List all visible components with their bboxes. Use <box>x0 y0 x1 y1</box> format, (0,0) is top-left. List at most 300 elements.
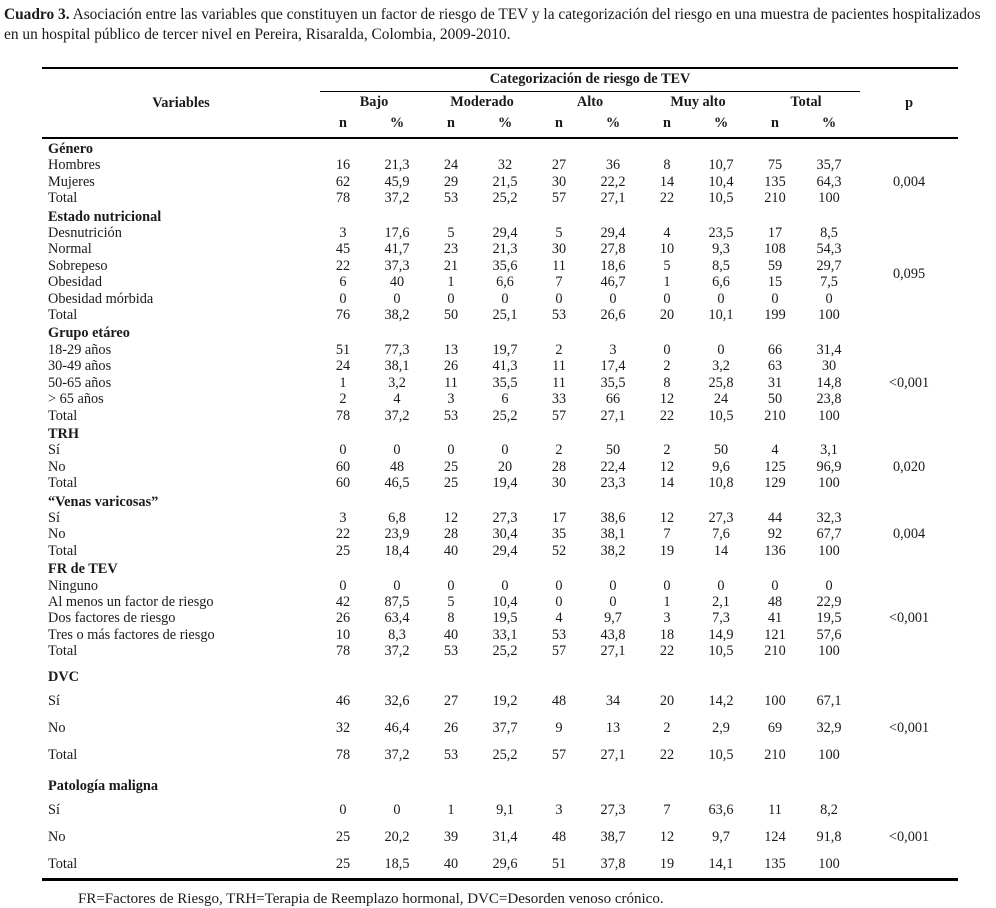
value-cell: 27,3 <box>708 509 734 526</box>
value-cell: 0 <box>447 290 455 307</box>
value-cell: 0 <box>717 577 725 594</box>
value-cell: 210 <box>764 643 786 660</box>
n-subheader: n <box>663 115 671 131</box>
value-cell: 29,4 <box>492 225 518 242</box>
value-cell: 10,5 <box>708 746 734 763</box>
statistics-table <box>42 67 958 881</box>
row-label: Ninguno <box>48 577 99 594</box>
value-cell: 6 <box>339 274 347 291</box>
section-header-row <box>42 323 958 341</box>
table-row <box>42 190 958 206</box>
table-row <box>42 526 958 542</box>
row-label: Total <box>48 407 78 424</box>
value-cell: 50 <box>443 307 459 324</box>
value-cell: 29,4 <box>492 542 518 559</box>
value-cell: 10,5 <box>708 407 734 424</box>
value-cell: 50 <box>713 442 729 459</box>
value-cell: 22 <box>659 407 675 424</box>
value-cell: 100 <box>818 746 840 763</box>
value-cell: 20 <box>659 307 675 324</box>
value-cell: 8 <box>663 374 671 391</box>
table-row <box>42 174 958 190</box>
value-cell: 33 <box>551 391 567 408</box>
value-cell: 10,5 <box>708 190 734 207</box>
p-value: <0,001 <box>888 374 930 391</box>
value-cell: 35,5 <box>492 374 518 391</box>
value-cell: 22,4 <box>600 458 626 475</box>
value-cell: 23,5 <box>708 225 734 242</box>
value-cell: 44 <box>767 509 783 526</box>
value-cell: 37,2 <box>384 746 410 763</box>
value-cell: 22 <box>335 526 351 543</box>
value-cell: 5 <box>663 257 671 274</box>
value-cell: 2,1 <box>712 593 730 610</box>
value-cell: 52 <box>551 542 567 559</box>
value-cell: 21 <box>443 257 459 274</box>
table-caption-text: Asociación entre las variables que constituyen un factor de riesgo de TEV y la categorización del riesgo en una muestra de pacientes hospitalizados en un hospital público de tercer nivel en Pereira, Risaralda, Colombia, 2009-2010. <box>4 6 981 43</box>
value-cell: 7,5 <box>820 274 838 291</box>
value-cell: 25 <box>335 542 351 559</box>
value-cell: 100 <box>818 475 840 492</box>
value-cell: 40 <box>389 274 405 291</box>
risk-level-header-alto: Alto <box>576 94 604 110</box>
value-cell: 10,1 <box>708 307 734 324</box>
value-cell: 1 <box>447 801 455 818</box>
table-row <box>42 578 958 594</box>
row-label: Sí <box>48 442 60 459</box>
value-cell: 7,3 <box>712 610 730 627</box>
value-cell: 48 <box>551 828 567 845</box>
row-label: Tres o más factores de riesgo <box>48 626 215 643</box>
table-caption <box>4 5 994 45</box>
value-cell: 6,8 <box>388 509 406 526</box>
value-cell: 19,7 <box>492 341 518 358</box>
table-row <box>42 291 958 307</box>
value-cell: 11 <box>552 358 566 375</box>
table-row <box>42 715 958 742</box>
value-cell: 57 <box>551 643 567 660</box>
value-cell: 53 <box>443 190 459 207</box>
pct-subheader: % <box>497 115 513 131</box>
value-cell: 8 <box>663 157 671 174</box>
p-value: 0,004 <box>892 173 926 190</box>
value-cell: 0 <box>771 290 779 307</box>
value-cell: 18,5 <box>384 855 410 872</box>
value-cell: 26 <box>443 358 459 375</box>
value-cell: 3 <box>339 225 347 242</box>
value-cell: 17,6 <box>384 225 410 242</box>
value-cell: 57,6 <box>816 626 842 643</box>
value-cell: 0 <box>663 290 671 307</box>
p-value: <0,001 <box>888 828 930 845</box>
row-label: No <box>48 458 66 475</box>
value-cell: 10,8 <box>708 475 734 492</box>
value-cell: 8,5 <box>712 257 730 274</box>
value-cell: 30 <box>551 173 567 190</box>
row-label: Total <box>48 190 78 207</box>
value-cell: 8,2 <box>820 801 838 818</box>
value-cell: 29 <box>443 173 459 190</box>
value-cell: 10,4 <box>708 173 734 190</box>
value-cell: 7 <box>663 526 671 543</box>
table-row <box>42 688 958 715</box>
risk-level-header-muy-alto: Muy alto <box>670 94 726 110</box>
value-cell: 27 <box>443 692 459 709</box>
value-cell: 3 <box>663 610 671 627</box>
table-caption-label: Cuadro 3. <box>4 6 70 23</box>
value-cell: 38,6 <box>600 509 626 526</box>
abbreviations-footnote: FR=Factores de Riesgo, TRH=Terapia de Reemplazo hormonal, DVC=Desorden venoso crónico. <box>78 890 664 907</box>
p-value: 0,095 <box>892 266 926 283</box>
value-cell: 0 <box>339 801 347 818</box>
table-row <box>42 274 958 290</box>
value-cell: 38,2 <box>384 307 410 324</box>
value-cell: 24 <box>335 358 351 375</box>
value-cell: 22,9 <box>816 593 842 610</box>
value-cell: 19 <box>659 855 675 872</box>
row-label: Sobrepeso <box>48 257 108 274</box>
p-value: <0,001 <box>888 719 930 736</box>
value-cell: 10,4 <box>492 593 518 610</box>
value-cell: 22,2 <box>600 173 626 190</box>
value-cell: 11 <box>768 801 782 818</box>
value-cell: 8,3 <box>388 626 406 643</box>
value-cell: 38,7 <box>600 828 626 845</box>
value-cell: 69 <box>767 719 783 736</box>
value-cell: 25,8 <box>708 374 734 391</box>
value-cell: 25 <box>443 475 459 492</box>
value-cell: 30 <box>551 475 567 492</box>
value-cell: 28 <box>551 458 567 475</box>
row-label: No <box>48 526 66 543</box>
value-cell: 27,1 <box>600 407 626 424</box>
value-cell: 26 <box>335 610 351 627</box>
value-cell: 22 <box>659 643 675 660</box>
value-cell: 17,4 <box>600 358 626 375</box>
value-cell: 135 <box>764 855 786 872</box>
row-label: Obesidad <box>48 274 102 291</box>
value-cell: 32,9 <box>816 719 842 736</box>
value-cell: 78 <box>335 407 351 424</box>
value-cell: 12 <box>659 391 675 408</box>
table-row <box>42 459 958 475</box>
value-cell: 53 <box>443 643 459 660</box>
value-cell: 100 <box>764 692 786 709</box>
section-header-row <box>42 492 958 510</box>
section-header-row <box>42 207 958 225</box>
value-cell: 30 <box>821 358 837 375</box>
value-cell: 38,2 <box>600 542 626 559</box>
value-cell: 25,2 <box>492 643 518 660</box>
value-cell: 17 <box>551 509 567 526</box>
value-cell: 0 <box>393 577 401 594</box>
value-cell: 21,5 <box>492 173 518 190</box>
value-cell: 22 <box>659 190 675 207</box>
value-cell: 0 <box>663 341 671 358</box>
value-cell: 67,7 <box>816 526 842 543</box>
value-cell: 57 <box>551 746 567 763</box>
variables-column-header: Variables <box>152 94 210 111</box>
table-row <box>42 594 958 610</box>
value-cell: 31 <box>767 374 783 391</box>
value-cell: 25,2 <box>492 746 518 763</box>
value-cell: 7 <box>555 274 563 291</box>
value-cell: 29,6 <box>492 855 518 872</box>
value-cell: 30 <box>551 241 567 258</box>
value-cell: 210 <box>764 407 786 424</box>
table-row <box>42 797 958 824</box>
value-cell: 33,1 <box>492 626 518 643</box>
value-cell: 4 <box>771 442 779 459</box>
value-cell: 6 <box>501 391 509 408</box>
row-label: Total <box>48 475 78 492</box>
value-cell: 13 <box>605 719 621 736</box>
value-cell: 10,7 <box>708 157 734 174</box>
row-label: Total <box>48 643 78 660</box>
value-cell: 22 <box>335 257 351 274</box>
value-cell: 51 <box>551 855 567 872</box>
value-cell: 19,5 <box>492 610 518 627</box>
value-cell: 0 <box>393 801 401 818</box>
value-cell: 32,3 <box>816 509 842 526</box>
value-cell: 37,2 <box>384 407 410 424</box>
row-label: Mujeres <box>48 173 95 190</box>
value-cell: 26 <box>443 719 459 736</box>
value-cell: 37,2 <box>384 190 410 207</box>
value-cell: 8 <box>447 610 455 627</box>
value-cell: 46 <box>335 692 351 709</box>
value-cell: 11 <box>552 374 566 391</box>
value-cell: 14,9 <box>708 626 734 643</box>
value-cell: 24 <box>443 157 459 174</box>
value-cell: 53 <box>443 407 459 424</box>
n-subheader: n <box>447 115 455 131</box>
value-cell: 25,1 <box>492 307 518 324</box>
value-cell: 7 <box>663 801 671 818</box>
value-cell: 23,9 <box>384 526 410 543</box>
table-row <box>42 408 958 424</box>
n-subheader: n <box>771 115 779 131</box>
value-cell: 40 <box>443 626 459 643</box>
value-cell: 46,4 <box>384 719 410 736</box>
value-cell: 210 <box>764 746 786 763</box>
value-cell: 0 <box>555 290 563 307</box>
value-cell: 108 <box>764 241 786 258</box>
value-cell: 14 <box>659 173 675 190</box>
row-label: No <box>48 828 66 845</box>
table-row <box>42 258 958 274</box>
value-cell: 0 <box>825 290 833 307</box>
value-cell: 35 <box>551 526 567 543</box>
value-cell: 12 <box>443 509 459 526</box>
value-cell: 66 <box>767 341 783 358</box>
row-label: Normal <box>48 241 92 258</box>
value-cell: 24 <box>713 391 729 408</box>
value-cell: 0 <box>501 290 509 307</box>
value-cell: 25 <box>443 458 459 475</box>
n-subheader: n <box>339 115 347 131</box>
p-value: 0,004 <box>892 526 926 543</box>
value-cell: 100 <box>818 190 840 207</box>
value-cell: 63 <box>767 358 783 375</box>
value-cell: 48 <box>389 458 405 475</box>
value-cell: 42 <box>335 593 351 610</box>
value-cell: 9,6 <box>712 458 730 475</box>
value-cell: 64,3 <box>816 173 842 190</box>
section-header-row <box>42 559 958 577</box>
value-cell: 32 <box>335 719 351 736</box>
value-cell: 100 <box>818 407 840 424</box>
value-cell: 43,8 <box>600 626 626 643</box>
table-row <box>42 543 958 559</box>
value-cell: 10,5 <box>708 643 734 660</box>
value-cell: 1 <box>663 274 671 291</box>
section-header-row <box>42 660 958 688</box>
value-cell: 0 <box>609 290 617 307</box>
pct-subheader: % <box>821 115 837 131</box>
row-label: 50-65 años <box>48 374 112 391</box>
value-cell: 0 <box>447 577 455 594</box>
value-cell: 100 <box>818 307 840 324</box>
table-row <box>42 391 958 407</box>
table-row <box>42 610 958 626</box>
value-cell: 67,1 <box>816 692 842 709</box>
value-cell: 5 <box>447 593 455 610</box>
value-cell: 38,1 <box>384 358 410 375</box>
value-cell: 27,1 <box>600 643 626 660</box>
value-cell: 40 <box>443 855 459 872</box>
value-cell: 20 <box>497 458 513 475</box>
value-cell: 18 <box>659 626 675 643</box>
value-cell: 12 <box>659 509 675 526</box>
value-cell: 0 <box>609 577 617 594</box>
value-cell: 9,1 <box>496 801 514 818</box>
value-cell: 4 <box>663 225 671 242</box>
risk-level-header-moderado: Moderado <box>450 94 514 110</box>
value-cell: 17 <box>767 225 783 242</box>
value-cell: 37,7 <box>492 719 518 736</box>
row-label: Total <box>48 746 78 763</box>
value-cell: 96,9 <box>816 458 842 475</box>
value-cell: 76 <box>335 307 351 324</box>
value-cell: 35,7 <box>816 157 842 174</box>
value-cell: 41,3 <box>492 358 518 375</box>
value-cell: 45 <box>335 241 351 258</box>
value-cell: 3 <box>555 801 563 818</box>
table-row <box>42 824 958 851</box>
value-cell: 21,3 <box>492 241 518 258</box>
value-cell: 19,2 <box>492 692 518 709</box>
value-cell: 121 <box>764 626 786 643</box>
value-cell: 78 <box>335 190 351 207</box>
value-cell: 60 <box>335 458 351 475</box>
pct-subheader: % <box>713 115 729 131</box>
value-cell: 0 <box>501 442 509 459</box>
section-header-row <box>42 424 958 442</box>
value-cell: 57 <box>551 190 567 207</box>
row-label: > 65 años <box>48 391 104 408</box>
value-cell: 18,4 <box>384 542 410 559</box>
value-cell: 6,6 <box>712 274 730 291</box>
table-body <box>42 138 958 879</box>
value-cell: 19 <box>659 542 675 559</box>
value-cell: 0 <box>717 341 725 358</box>
value-cell: 9,3 <box>712 241 730 258</box>
value-cell: 50 <box>767 391 783 408</box>
row-label: No <box>48 719 66 736</box>
value-cell: 2 <box>663 442 671 459</box>
value-cell: 2 <box>663 358 671 375</box>
table-row <box>42 851 958 880</box>
value-cell: 26,6 <box>600 307 626 324</box>
value-cell: 23,3 <box>600 475 626 492</box>
value-cell: 63,6 <box>708 801 734 818</box>
value-cell: 1 <box>339 374 347 391</box>
value-cell: 91,8 <box>816 828 842 845</box>
value-cell: 100 <box>818 643 840 660</box>
risk-level-header-bajo: Bajo <box>359 94 389 110</box>
row-label: 30-49 años <box>48 358 112 375</box>
value-cell: 2,9 <box>712 719 730 736</box>
value-cell: 53 <box>551 307 567 324</box>
value-cell: 10 <box>335 626 351 643</box>
section-header-row <box>42 138 958 157</box>
value-cell: 32 <box>497 157 513 174</box>
value-cell: 18,6 <box>600 257 626 274</box>
value-cell: 39 <box>443 828 459 845</box>
value-cell: 87,5 <box>384 593 410 610</box>
value-cell: 3 <box>609 341 617 358</box>
value-cell: 6,6 <box>496 274 514 291</box>
value-cell: 48 <box>767 593 783 610</box>
value-cell: 59 <box>767 257 783 274</box>
value-cell: 45,9 <box>384 173 410 190</box>
value-cell: 19,5 <box>816 610 842 627</box>
value-cell: 0 <box>393 442 401 459</box>
section-label: Estado nutricional <box>48 208 162 225</box>
value-cell: 30,4 <box>492 526 518 543</box>
value-cell: 25 <box>335 828 351 845</box>
row-label: Al menos un factor de riesgo <box>48 593 214 610</box>
value-cell: 25 <box>335 855 351 872</box>
value-cell: 29,7 <box>816 257 842 274</box>
value-cell: 25,2 <box>492 407 518 424</box>
value-cell: 8,5 <box>820 225 838 242</box>
value-cell: 0 <box>501 577 509 594</box>
row-label: Hombres <box>48 157 101 174</box>
value-cell: 0 <box>447 442 455 459</box>
value-cell: 11 <box>444 374 458 391</box>
value-cell: 14,2 <box>708 692 734 709</box>
risk-categorization-span-header: Categorización de riesgo de TEV <box>320 68 860 92</box>
value-cell: 0 <box>339 577 347 594</box>
value-cell: 40 <box>443 542 459 559</box>
value-cell: 12 <box>659 458 675 475</box>
value-cell: 60 <box>335 475 351 492</box>
value-cell: 19,4 <box>492 475 518 492</box>
value-cell: 199 <box>764 307 786 324</box>
value-cell: 38,1 <box>600 526 626 543</box>
value-cell: 27 <box>551 157 567 174</box>
value-cell: 129 <box>764 475 786 492</box>
value-cell: 100 <box>818 542 840 559</box>
value-cell: 0 <box>393 290 401 307</box>
value-cell: 20,2 <box>384 828 410 845</box>
value-cell: 37,2 <box>384 643 410 660</box>
table-row <box>42 157 958 173</box>
value-cell: 0 <box>717 290 725 307</box>
value-cell: 23,8 <box>816 391 842 408</box>
